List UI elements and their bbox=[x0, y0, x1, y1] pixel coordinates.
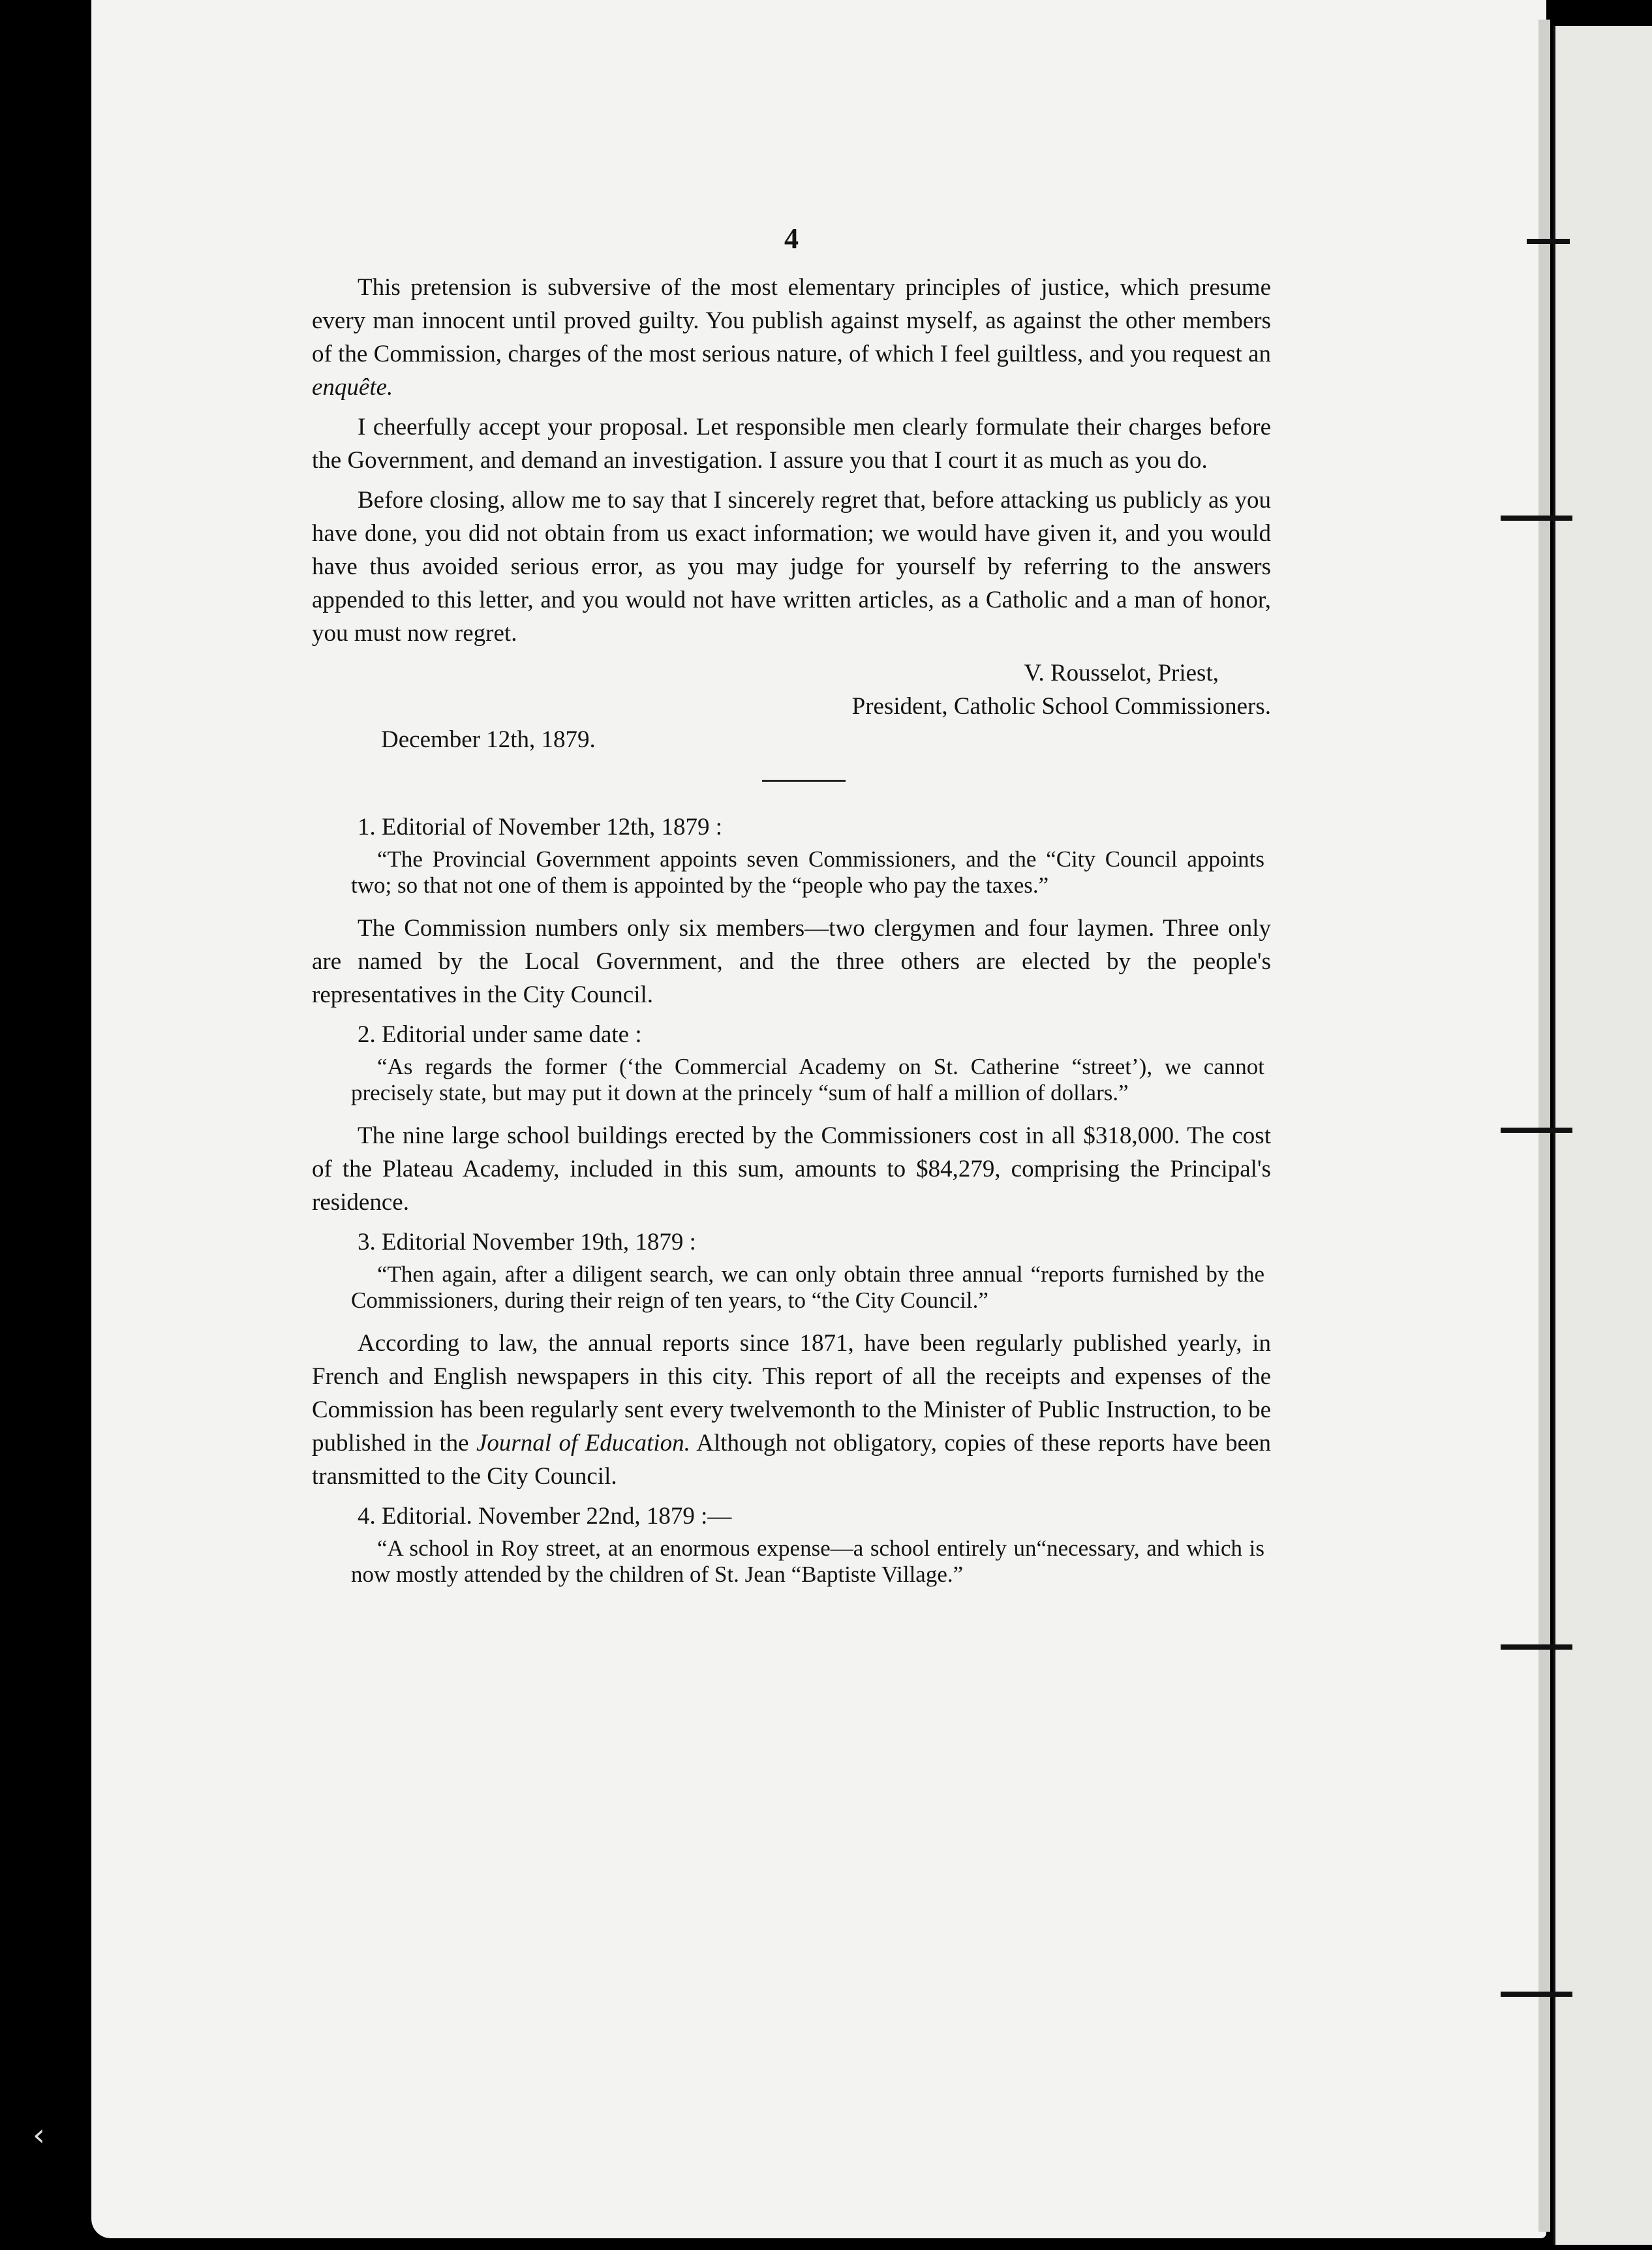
divider bbox=[762, 780, 846, 782]
adjacent-page bbox=[1553, 26, 1652, 2245]
item-answer: The nine large school buildings erected by the Commissioners cost in all $318,000. The cost of the Plateau Academy, included in this sum, amounts to $84,279, comprising the Principal's residence. bbox=[312, 1122, 1271, 1216]
item-quote: “Then again, after a diligent search, we can only obtain three annual “reports furnished by the Commissioners, during their reign of ten years, to “the City Council.” bbox=[351, 1261, 1264, 1313]
italic-title: Journal of Education. bbox=[476, 1430, 690, 1456]
item-heading: 4. Editorial. November 22nd, 1879 :— bbox=[358, 1503, 732, 1530]
page-corner-mark: ‹ bbox=[33, 2117, 46, 2153]
paragraph: This pretension is subversive of the most elementary principles of justice, which presume every man innocent until proved guilty. You publish against myself, as against the other members of the Commission, charges of the most serious nature, of which I feel guiltless, and you request an enquête. bbox=[312, 274, 1271, 401]
binding-stitch bbox=[1501, 1992, 1572, 1997]
item-heading: 2. Editorial under same date : bbox=[358, 1021, 642, 1048]
letter-body bbox=[312, 222, 1271, 1601]
signature-name: V. Rousselot, Priest, bbox=[1024, 660, 1219, 686]
item-answer: According to law, the annual reports since 1871, have been regularly published yearly, in French and English newspapers in this city. This report of all the receipts and expenses of the Commission has been regularly sent every twelvemonth to the Minister of Public Instruction, to be published in the Journal of Education. Although not obligatory, copies of these reports have been transmitted to the City Council. bbox=[312, 1330, 1271, 1490]
item-answer: The Commission numbers only six members—two clergymen and four laymen. Three only are named by the Local Government, and the three others are elected by the people's representatives in the City Council. bbox=[312, 915, 1271, 1008]
italic-word: enquête. bbox=[312, 374, 393, 401]
letter-date: December 12th, 1879. bbox=[381, 726, 596, 753]
item-quote: “The Provincial Government appoints seven Commissioners, and the “City Council appoints two; so that not one of them is appointed by the “people who pay the taxes.” bbox=[351, 846, 1264, 898]
paragraph: Before closing, allow me to say that I sincerely regret that, before attacking us publicly as you have done, you did not obtain from us exact information; we would have given it, and you would have thus avoided serious error, as you may judge for yourself by referring to the answers appended to this letter, and you would not have written articles, as a Catholic and a man of honor, you must now regret. bbox=[312, 487, 1271, 647]
item-heading: 1. Editorial of November 12th, 1879 : bbox=[358, 814, 723, 840]
binding-stitch bbox=[1501, 1644, 1572, 1650]
binding-stitch bbox=[1501, 516, 1572, 521]
item-quote: “A school in Roy street, at an enormous expense—a school entirely un“necessary, and which is now mostly attended by the children of St. Jean “Baptiste Village.” bbox=[351, 1535, 1264, 1587]
page-number: 4 bbox=[784, 223, 799, 254]
page-edge bbox=[1538, 20, 1550, 2232]
item-quote: “As regards the former (‘the Commercial Academy on St. Catherine “street’), we cannot precisely state, but may put it down at the princely “sum of half a million of dollars.” bbox=[351, 1054, 1264, 1105]
paragraph: I cheerfully accept your proposal. Let responsible men clearly formulate their charges before the Government, and demand an investigation. I assure you that I court it as much as you do. bbox=[312, 414, 1271, 474]
item-heading: 3. Editorial November 19th, 1879 : bbox=[358, 1229, 696, 1256]
binding-stitch bbox=[1501, 1128, 1572, 1133]
signature-title: President, Catholic School Commissioners. bbox=[851, 693, 1271, 720]
binding-stitch bbox=[1527, 239, 1570, 244]
